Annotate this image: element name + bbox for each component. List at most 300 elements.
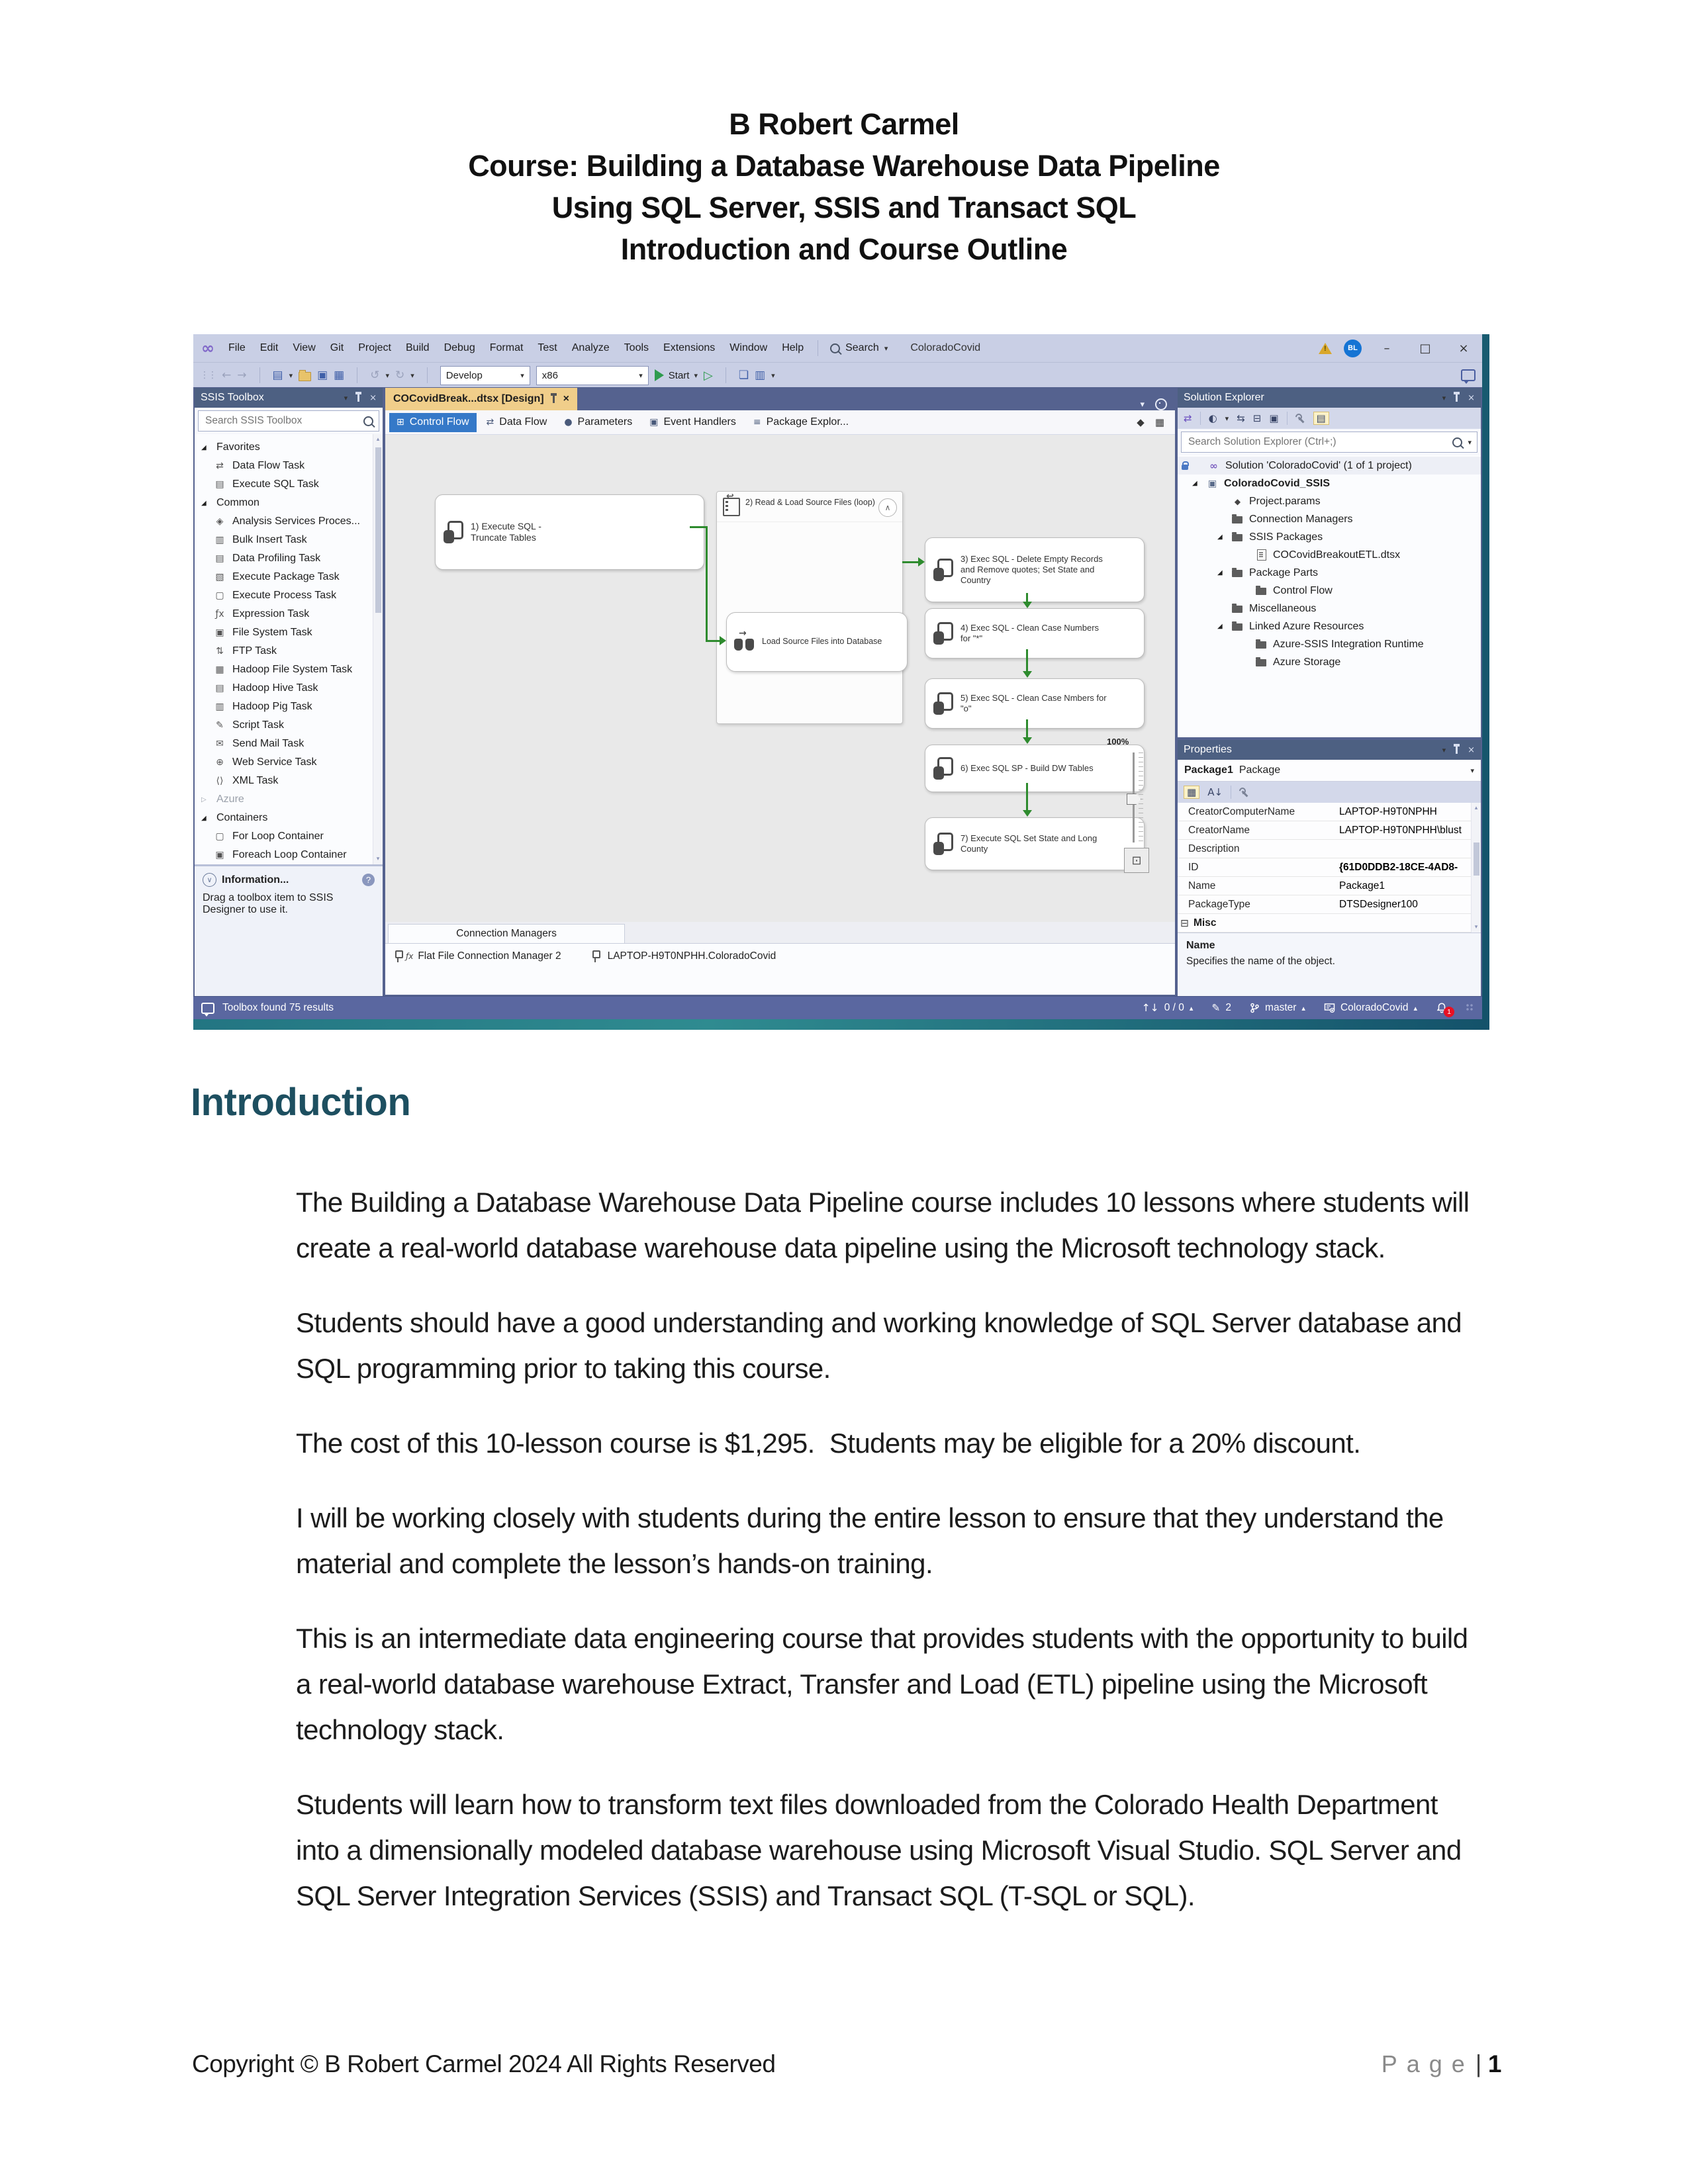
window-position-icon[interactable]: ▾ (344, 393, 348, 402)
tree-item-label: SSIS Packages (1249, 531, 1323, 543)
preview-selected-items-icon[interactable]: ▣ (1269, 412, 1279, 424)
solution-tree-item[interactable] (1178, 564, 1481, 582)
git-sync-status[interactable]: ↑↓ 0 / 0 ▴ (1141, 1002, 1194, 1014)
toolbox-item-label: Web Service Task (232, 756, 317, 768)
view-tab-label: Data Flow (499, 416, 547, 428)
task-icon: ⊕ (216, 757, 224, 768)
control-flow-design-surface[interactable] (385, 435, 1175, 922)
expander-icon[interactable]: ◢ (201, 814, 207, 822)
task-icon: ◈ (216, 516, 224, 527)
expander-icon[interactable]: ▷ (201, 796, 207, 803)
precedence-connector[interactable] (902, 561, 919, 563)
designer-view-tab[interactable] (557, 413, 639, 432)
view-tab-icon: ≡ (753, 417, 761, 428)
task-icon: ▣ (215, 850, 224, 860)
toolbox-item-label: Hadoop File System Task (232, 664, 353, 675)
task-execute-sql-truncate-tables[interactable]: 1) Execute SQL - Truncate Tables (435, 494, 704, 570)
execute-sql-task-icon (932, 557, 955, 582)
search-icon (830, 343, 840, 353)
designer-view-tab[interactable] (479, 413, 555, 432)
solution-tree-item[interactable] (1178, 492, 1481, 510)
panel-title-label: Properties (1184, 744, 1232, 755)
chevron-up-icon: ▴ (1189, 1003, 1194, 1013)
toolbox-item-label: Hadoop Hive Task (232, 682, 318, 694)
tree-item-label: Azure-SSIS Integration Runtime (1273, 638, 1424, 650)
property-row[interactable] (1178, 840, 1472, 858)
author-line: B Robert Carmel (729, 107, 959, 141)
task-icon: ▤ (215, 683, 224, 694)
resize-grip[interactable] (1466, 1004, 1474, 1012)
view-tab-label: Parameters (577, 416, 633, 428)
toolbox-item-label: File System Task (232, 627, 312, 638)
pin-icon[interactable] (357, 394, 359, 402)
toolbox-item[interactable] (195, 809, 383, 827)
toolbox-list (195, 434, 383, 864)
task-icon: ▥ (215, 535, 224, 545)
object-name: Package1 (1184, 764, 1233, 776)
vs-status-bar (193, 996, 1482, 1019)
pending-edits-status[interactable]: ✎ 2 (1211, 1002, 1232, 1014)
toolbox-item[interactable] (195, 735, 383, 753)
toolbox-item-label: Favorites (216, 441, 260, 453)
task-icon: ✉ (216, 739, 224, 749)
misc-section-header[interactable] (1178, 914, 1472, 933)
collapse-chevron-icon[interactable]: ∧ (878, 498, 897, 517)
repository-icon (1324, 1003, 1335, 1013)
connection-managers-tray (385, 922, 1175, 995)
properties-object-selector[interactable] (1178, 760, 1481, 782)
property-row[interactable] (1178, 803, 1472, 821)
search-icon (363, 416, 373, 426)
precedence-connector[interactable] (706, 526, 708, 642)
task-icon: ⇅ (216, 646, 224, 657)
menu-item[interactable]: Edit (259, 342, 279, 353)
configuration-value: Develop (445, 369, 483, 381)
property-pages-wrench-icon[interactable] (1239, 788, 1249, 797)
menu-item[interactable]: Format (489, 342, 524, 353)
menu-item[interactable]: Extensions (663, 342, 716, 353)
sync-with-active-document-icon[interactable]: ⇆ (1237, 412, 1245, 424)
toolbox-scrollbar[interactable] (373, 434, 383, 864)
chevron-down-icon: ▾ (694, 371, 698, 380)
connection-manager-item[interactable] (592, 950, 776, 962)
connector-arrowhead (1023, 602, 1032, 608)
page-footer (192, 2050, 1501, 2078)
start-debug-button[interactable] (655, 369, 698, 381)
expander-icon[interactable]: ◢ (1217, 623, 1223, 630)
navigate-forward-icon[interactable]: → (237, 368, 247, 382)
expander-icon[interactable]: ◢ (1217, 533, 1223, 541)
account-avatar[interactable]: BL (1344, 340, 1362, 357)
property-value[interactable]: LAPTOP-H9T0NPHH\blust (1339, 824, 1462, 836)
tree-item-icon (1255, 549, 1268, 561)
menu-item[interactable]: Analyze (571, 342, 610, 353)
vs-screenshot (193, 334, 1489, 1030)
document-tab[interactable] (385, 388, 577, 410)
chevron-down-icon: ▾ (289, 371, 293, 380)
property-row[interactable] (1178, 877, 1472, 895)
scroll-down-icon[interactable]: ▾ (1474, 924, 1478, 931)
information-title: Information... (222, 874, 289, 886)
toolbox-item[interactable] (195, 642, 383, 660)
show-all-files-icon[interactable]: ▤ (1313, 412, 1329, 425)
tree-item-label: ColoradoCovid_SSIS (1224, 477, 1331, 489)
start-without-debugging-icon[interactable]: ▷ (704, 368, 713, 383)
collapse-icon[interactable]: ∨ (203, 873, 216, 887)
menu-item[interactable]: File (228, 342, 246, 353)
properties-scrollbar[interactable] (1471, 803, 1481, 933)
help-icon[interactable]: ? (362, 874, 375, 886)
task-exec-sql-delete-empty[interactable]: 3) Exec SQL - Delete Empty Records and Remove quotes; Set State and Country (925, 537, 1145, 602)
menu-bar (221, 342, 811, 354)
toolbox-item-label: FTP Task (232, 645, 277, 657)
git-branch-selector[interactable]: master ▴ (1250, 1002, 1305, 1014)
menu-item[interactable]: Project (358, 342, 391, 353)
property-row[interactable] (1178, 858, 1472, 877)
view-tab-icon: ● (564, 417, 573, 428)
solution-explorer-toolbar (1178, 408, 1481, 429)
menu-item[interactable]: Build (406, 342, 430, 353)
toolbox-item[interactable] (195, 475, 383, 494)
chevron-down-icon[interactable]: ▾ (1140, 399, 1145, 410)
paragraph: This is an intermediate data engineering course that provides students with the opportunity to build a real-world database warehouse Extract, Transfer and Load (ETL) pipeline using the Microsoft technology stack. (296, 1623, 1468, 1745)
search-box[interactable] (830, 342, 888, 354)
execute-sql-task-icon (932, 621, 955, 646)
close-icon[interactable]: × (1468, 745, 1475, 755)
pin-icon[interactable] (553, 396, 555, 403)
tree-item-label: Miscellaneous (1249, 602, 1317, 614)
view-tab-icon: ⊞ (397, 417, 404, 428)
categorized-view-icon[interactable]: ▦ (1184, 786, 1199, 799)
alphabetical-sort-icon[interactable]: A↓ (1207, 786, 1223, 798)
toolbox-item[interactable] (195, 531, 383, 549)
solution-platforms-icon[interactable]: ▥ (755, 368, 766, 382)
toolbox-item[interactable] (195, 790, 383, 809)
toolbox-item[interactable] (195, 568, 383, 586)
tree-item-icon (1231, 513, 1244, 525)
view-tab-label: Control Flow (409, 416, 469, 428)
close-button[interactable]: × (1458, 341, 1469, 355)
course-line: Course: Building a Database Warehouse Data Pipeline (468, 149, 1220, 183)
menu-item[interactable]: Help (782, 342, 804, 353)
menu-item[interactable]: Git (330, 342, 344, 353)
solution-tree-item[interactable] (1178, 600, 1481, 617)
window-title: ColoradoCovid (910, 342, 981, 353)
new-project-icon[interactable]: ▤ (272, 368, 283, 382)
panel-title-label: Solution Explorer (1184, 392, 1264, 403)
scroll-up-icon[interactable]: ▴ (376, 436, 380, 443)
properties-wrench-icon[interactable] (1295, 414, 1305, 424)
tree-item-label: Linked Azure Resources (1249, 620, 1364, 632)
property-name: PackageType (1188, 898, 1250, 910)
introduction-heading: Introduction (191, 1081, 411, 1124)
page-separator: | (1475, 2050, 1481, 2077)
pin-icon[interactable] (1456, 394, 1458, 402)
tree-item-label: Project.params (1249, 495, 1321, 507)
tree-item-label: Control Flow (1273, 584, 1333, 596)
collapse-section-icon[interactable]: ⊟ (1180, 917, 1189, 929)
gear-icon[interactable] (1155, 398, 1167, 410)
undo-icon[interactable]: ↺ (370, 368, 380, 382)
property-row[interactable] (1178, 895, 1472, 914)
toolbox-item-label: Containers (216, 812, 268, 823)
task-exec-sql-sp-build-dw-tables[interactable]: 6) Exec SQL SP - Build DW Tables (925, 745, 1145, 792)
toolbox-information-pane (195, 864, 383, 1003)
foreach-loop-container[interactable] (716, 491, 903, 724)
toolbox-item-label: Azure (216, 794, 244, 805)
toolbox-item[interactable] (195, 660, 383, 679)
divider (1200, 412, 1201, 425)
toolbox-item-label: Execute SQL Task (232, 478, 319, 490)
vs-dock-area (193, 387, 1482, 997)
designer-view-tab[interactable] (389, 413, 477, 432)
divider (1287, 412, 1288, 425)
divider (427, 367, 428, 383)
precedence-connector[interactable] (1026, 783, 1028, 811)
tree-item-icon (1206, 477, 1219, 490)
toolbox-item[interactable] (195, 753, 383, 772)
solution-tree (1178, 455, 1481, 737)
save-icon[interactable]: ▣ (317, 368, 328, 382)
execute-sql-task-icon (932, 831, 955, 856)
designer-view-tab[interactable] (746, 413, 856, 432)
tree-item-icon (1255, 638, 1268, 651)
copyright-text: Copyright © B Robert Carmel 2024 All Rights Reserved (192, 2050, 776, 2077)
toolbox-item[interactable] (195, 512, 383, 531)
document-title-block (0, 103, 1688, 270)
toolbox-item[interactable] (195, 846, 383, 864)
vs-title-bar (193, 334, 1482, 362)
expander-icon[interactable]: ◢ (201, 443, 207, 451)
scroll-down-icon[interactable]: ▾ (376, 856, 380, 862)
container-title: 2) Read & Load Source Files (loop) (745, 498, 875, 507)
connection-manager-item[interactable] (395, 950, 561, 962)
git-repository-selector[interactable]: ColoradoCovid ▴ (1324, 1002, 1417, 1014)
chevron-down-icon: ▾ (1225, 414, 1229, 423)
solution-tree-item[interactable] (1178, 457, 1481, 475)
menu-item[interactable]: Tools (624, 342, 649, 353)
pending-changes-filter-icon[interactable]: ◐ (1208, 412, 1217, 424)
collapse-all-icon[interactable]: ⊟ (1252, 412, 1262, 424)
ssis-toolbox-panel (195, 388, 383, 995)
window-position-icon[interactable]: ▾ (1442, 745, 1446, 754)
property-row[interactable] (1178, 821, 1472, 840)
property-value[interactable]: Package1 (1339, 880, 1385, 891)
expander-icon[interactable]: ◢ (201, 499, 207, 507)
notification-badge: 1 (1444, 1007, 1454, 1017)
chevron-down-icon: ▾ (1468, 437, 1472, 447)
property-name: Description (1188, 842, 1240, 854)
toolbox-item[interactable] (195, 827, 383, 846)
toolbox-item[interactable] (195, 494, 383, 512)
close-icon[interactable]: × (563, 393, 569, 404)
view-tab-icon: ⇄ (486, 417, 494, 428)
maximize-button[interactable]: □ (1419, 341, 1431, 355)
play-icon (655, 369, 664, 381)
solution-tree-item[interactable] (1178, 653, 1481, 671)
pin-icon[interactable] (1456, 747, 1458, 754)
save-all-icon[interactable]: ▦ (334, 368, 345, 382)
connection-icon (592, 950, 598, 962)
menu-item[interactable]: View (293, 342, 316, 353)
document-tab-row (385, 388, 1175, 410)
toolbox-search[interactable] (198, 410, 379, 432)
solution-tree-item[interactable] (1178, 635, 1481, 653)
property-name: Name (1188, 880, 1216, 891)
property-value[interactable]: {61D0DDB2-18CE-4AD8- (1339, 861, 1458, 873)
toolbox-item-label: For Loop Container (232, 831, 324, 842)
designer-view-tabs (385, 410, 1175, 435)
solution-tree-item[interactable] (1178, 546, 1481, 564)
scroll-up-icon[interactable]: ▴ (1474, 805, 1478, 811)
navigate-back-icon[interactable]: ← (222, 368, 232, 382)
close-icon[interactable]: × (1468, 392, 1475, 403)
connection-managers-tab[interactable]: Connection Managers (388, 924, 625, 943)
toolbar-overflow-icon[interactable]: ▾ (771, 371, 775, 380)
vs-toolbar (193, 362, 1482, 388)
task-icon: ƒx (215, 609, 224, 619)
task-icon: ▧ (215, 572, 224, 582)
warning-icon[interactable] (1319, 343, 1332, 354)
solution-search-input[interactable] (1187, 435, 1447, 449)
task-exec-sql-clean-case-numbers-star[interactable]: 4) Exec SQL - Clean Case Numbers for "*" (925, 608, 1145, 659)
task-icon: ▦ (215, 664, 224, 675)
object-type: Package (1239, 764, 1281, 776)
find-in-files-icon[interactable]: ❏ (738, 368, 749, 382)
tree-item-icon (1207, 459, 1220, 472)
solution-tree-item[interactable] (1178, 510, 1481, 528)
connector-arrowhead (1023, 671, 1032, 678)
tree-item-icon (1255, 656, 1268, 668)
precedence-connector[interactable] (706, 640, 720, 642)
toolbox-item[interactable] (195, 698, 383, 716)
property-value[interactable]: DTSDesigner100 (1339, 898, 1418, 910)
toolbox-item[interactable] (195, 605, 383, 623)
tree-item-label: Connection Managers (1249, 513, 1353, 525)
task-icon: ▤ (215, 479, 224, 490)
toolbox-item-label: Script Task (232, 719, 284, 731)
toolbar-grip[interactable]: ⋮⋮ (200, 370, 216, 381)
expander-icon[interactable]: ◢ (1192, 480, 1197, 487)
fit-to-window-button[interactable]: ⊡ (1124, 848, 1149, 873)
task-icon: ▥ (215, 702, 224, 712)
switch-views-icon[interactable]: ⇄ (1184, 412, 1192, 424)
precedence-connector[interactable] (1026, 719, 1028, 739)
scrollbar-thumb[interactable] (1474, 842, 1479, 876)
property-help-text: Specifies the name of the object. (1186, 956, 1335, 967)
minimize-button[interactable]: – (1383, 341, 1390, 355)
branch-icon (1250, 1003, 1260, 1013)
toolbox-item[interactable] (195, 457, 383, 475)
solution-tree-item[interactable] (1178, 475, 1481, 492)
connector-arrowhead (918, 557, 925, 567)
precedence-connector[interactable] (1026, 649, 1028, 672)
toolbox-item[interactable] (195, 716, 383, 735)
variables-grid-icon[interactable]: ▦ (1154, 416, 1164, 428)
solution-explorer-search[interactable] (1181, 432, 1477, 453)
toolbox-item[interactable] (195, 679, 383, 698)
menu-item[interactable]: Window (729, 342, 768, 353)
task-icon: ⇄ (216, 461, 224, 471)
toolbox-item-label: Analysis Services Proces... (232, 516, 360, 527)
solution-tree-item[interactable] (1178, 528, 1481, 546)
connector-arrowhead (1023, 810, 1032, 817)
toolbox-item-label: Hadoop Pig Task (232, 701, 312, 712)
toolbox-item[interactable] (195, 772, 383, 790)
expander-icon[interactable]: ◢ (1217, 569, 1223, 576)
parameters-icon[interactable]: ◆ (1137, 416, 1145, 428)
scrollbar-thumb[interactable] (375, 447, 381, 613)
platform-value: x86 (541, 369, 558, 381)
configuration-dropdown[interactable] (440, 366, 530, 385)
toolbox-item-label: Execute Process Task (232, 590, 337, 601)
panel-title-label: SSIS Toolbox (201, 392, 264, 403)
toolbox-item[interactable] (195, 623, 383, 642)
precedence-connector[interactable] (690, 526, 708, 528)
menu-item[interactable]: Test (538, 342, 557, 353)
send-feedback-icon[interactable] (1461, 369, 1476, 381)
view-tab-label: Package Explor... (766, 416, 849, 428)
view-tab-icon: ▣ (649, 417, 659, 428)
menu-item[interactable]: Debug (444, 342, 475, 353)
task-execute-sql-set-state-county[interactable]: 7) Execute SQL Set State and Long County (925, 817, 1145, 870)
connection-icon (395, 950, 401, 962)
page-word: Page (1381, 2050, 1474, 2077)
task-icon: ▣ (215, 627, 224, 638)
toolbox-item[interactable] (195, 549, 383, 568)
precedence-connector[interactable] (1026, 593, 1028, 602)
task-icon: ✎ (216, 720, 224, 731)
visual-studio-window (193, 334, 1482, 1019)
tree-item-icon (1231, 620, 1244, 633)
toolbox-item[interactable] (195, 586, 383, 605)
visual-studio-logo-icon: ∞ (201, 339, 214, 357)
solution-tree-item[interactable] (1178, 617, 1481, 635)
window-position-icon[interactable]: ▾ (1442, 393, 1446, 402)
designer-view-tab[interactable] (642, 413, 743, 432)
property-name: CreatorName (1188, 824, 1250, 836)
task-load-source-files[interactable]: → Load Source Files into Database (726, 612, 908, 672)
search-icon (1452, 437, 1462, 447)
chevron-down-icon: ▾ (639, 371, 643, 380)
solution-explorer-title-bar (1178, 388, 1481, 408)
notifications-button[interactable] (1436, 1002, 1451, 1016)
property-value[interactable]: LAPTOP-H9T0NPHH (1339, 805, 1437, 817)
open-file-icon[interactable] (299, 372, 311, 381)
toolbox-search-input[interactable] (204, 414, 358, 428)
chevron-up-icon: ▴ (1301, 1003, 1305, 1013)
tree-item-icon (1231, 531, 1244, 543)
information-text: Drag a toolbox item to SSIS Designer to use it. (203, 892, 334, 915)
toolbox-item[interactable] (195, 438, 383, 457)
solution-explorer-panel (1178, 388, 1481, 737)
solution-tree-item[interactable] (1178, 582, 1481, 600)
task-icon: ▢ (215, 590, 224, 601)
start-label: Start (668, 369, 690, 381)
platform-dropdown[interactable] (536, 366, 649, 385)
divider (259, 367, 260, 383)
paragraph: Students will learn how to transform text files downloaded from the Colorado Health Department into a dimensionally modeled database warehouse using Microsoft Visual Studio. SQL Server and SQL Server Integration Services (SSIS) and Transact SQL (T-SQL or SQL). (296, 1789, 1462, 1911)
task-exec-sql-clean-case-numbers-o[interactable]: 5) Exec SQL - Clean Case Nmbers for "o" (925, 678, 1145, 729)
tree-item-label: COCovidBreakoutETL.dtsx (1273, 549, 1401, 561)
lock-icon (1182, 465, 1188, 470)
redo-icon[interactable]: ↻ (395, 368, 405, 382)
toolbox-item-label: Common (216, 497, 259, 508)
chevron-down-icon: ▾ (1470, 766, 1474, 775)
close-icon[interactable]: × (369, 392, 377, 403)
right-dock-column (1178, 388, 1481, 995)
tree-item-icon (1231, 602, 1244, 615)
